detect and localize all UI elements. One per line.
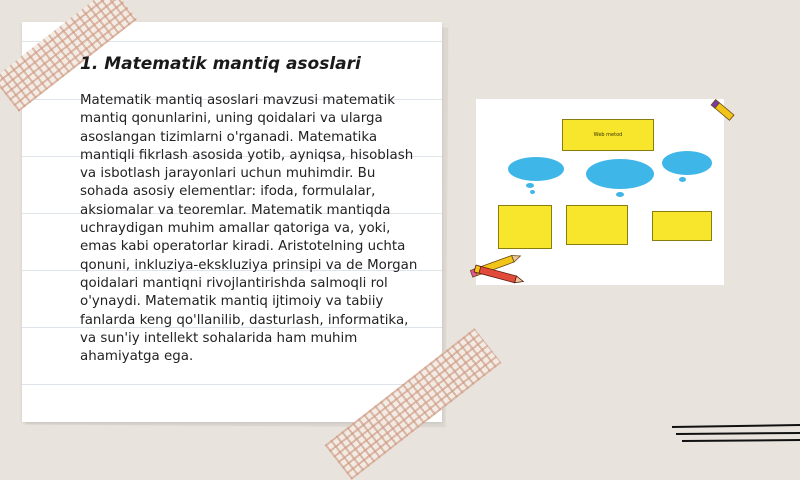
- slide-title: 1. Matematik mantiq asoslari: [80, 54, 361, 74]
- diagram-cloud-right: [662, 151, 712, 175]
- diagram-cloud-tail: [679, 177, 686, 182]
- diagram-top-box: [562, 119, 654, 151]
- diagram-cloud-left: [508, 157, 564, 181]
- diagram-top-box-label: Web metod: [593, 132, 623, 138]
- decorative-lines: [672, 424, 800, 446]
- pencil-icon: [708, 96, 738, 126]
- slide-paragraph: Matematik mantiq asoslari mavzusi matematik mantiq qonunlarini, uning qoidalari va ularga asoslangan tizimlarni o'rganadi. Matematika mantiqli fikrlash asosida yotib, ayniqsa, hisoblash va isbotlash jarayonlari uchun muhimdir. Bu sohada asosiy elementlar: ifoda, formulalar, aksiomalar va teoremlar. Matematik mantiqda uchraydigan muhim amallar qatoriga va, yoki, emas kabi operatorlar kiradi. Aristotelning uchta qonuni, inkluziya-ekskluziya prinsipi va de Morgan qoidalari mantiqni rivojlantirishda salmoqli rol o'ynaydi. Matematik mantiq ijtimoiy va tabiiy fanlarda keng qo'llanilib, dasturlash, informatika, va sun'iy intellekt sohalarida ham muhim ahamiyatga ega.: [80, 93, 418, 365]
- diagram-box-right: [652, 211, 712, 241]
- pencils-icon: [470, 250, 532, 290]
- diagram-cloud-tail: [526, 183, 534, 188]
- diagram-box-left: [498, 205, 552, 249]
- diagram-box-center: [566, 205, 628, 245]
- diagram-cloud-tail: [530, 190, 535, 194]
- diagram-cloud-center: [586, 159, 654, 189]
- diagram-cloud-tail: [616, 192, 624, 197]
